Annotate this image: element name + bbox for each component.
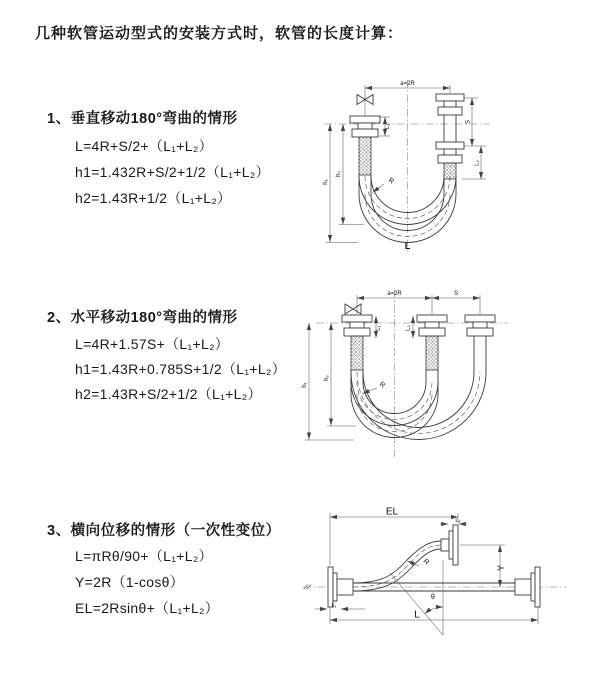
valve-icon [345, 304, 361, 314]
dim-label-h1: h₁ [323, 179, 329, 185]
formula-line: h2=1.43R+S/2+1/2（L₁+L₂） [75, 386, 262, 402]
dim-label-s: S [465, 119, 472, 125]
dim-label-l2: L₂ [405, 325, 412, 331]
dim-label-a2r: a=2R [400, 81, 415, 87]
dim-label-s: S [453, 291, 459, 297]
dim-label-h1: h₁ [302, 382, 308, 388]
formula-line: Y=2R（1-cosθ） [75, 574, 185, 590]
pipe-fittings [342, 315, 495, 336]
diagram-lateral-displacement [295, 503, 580, 643]
diagram-horizontal-180-bend [296, 282, 550, 467]
dim-label-l1: L₁ [385, 123, 391, 130]
radius-label: R [377, 380, 387, 390]
dim-label-h2: h₂ [336, 171, 342, 177]
dim-label-l: L [414, 609, 420, 621]
angle-construction [390, 557, 443, 635]
dim-label-l1: L₁ [376, 325, 382, 331]
radius-label: R [386, 176, 396, 186]
formula-line: h2=1.43R+1/2（L₁+L₂） [75, 190, 232, 206]
dim-label-l2: L₂ [474, 160, 481, 166]
page-title: 几种软管运动型式的安装方式时，软管的长度计算： [35, 25, 404, 42]
formula-line: L=4R+S/2+（L₁+L₂） [75, 138, 213, 154]
dim-label-l2: L₂ [455, 518, 461, 524]
hose-displaced-s-curve [353, 541, 441, 591]
centerlines [324, 80, 490, 252]
formula-line: L=4R+1.57S+（L₁+L₂） [75, 336, 230, 352]
formula-line: L=πRθ/90+（L₁+L₂） [75, 548, 213, 564]
dim-label-l1: L₁ [331, 603, 337, 609]
section-3-heading: 3、横向位移的情形（一次性变位） [47, 523, 281, 539]
angle-label: θ [431, 594, 435, 601]
dim-label-h2: h₂ [324, 375, 330, 381]
dimension-lines [305, 295, 480, 440]
dim-label-y: Y [496, 564, 506, 572]
formula-line: EL=2Rsinθ+（L₁+L₂） [75, 600, 220, 616]
formula-line: h1=1.43R+0.785S+1/2（L₁+L₂） [75, 361, 286, 377]
diagram-vertical-180-bend [300, 72, 530, 257]
section-2-heading: 2、水平移动180°弯曲的情形 [47, 310, 238, 326]
section-1-heading: 1、垂直移动180°弯曲的情形 [47, 111, 238, 127]
length-label: L [404, 241, 411, 251]
formula-line: h1=1.432R+S/2+1/2（L₁+L₂） [75, 164, 270, 180]
dim-label-el: EL [385, 506, 399, 518]
hose-curves [351, 336, 486, 440]
radius-label: R [421, 557, 431, 567]
dim-label-a2r: a=2R [387, 291, 402, 297]
